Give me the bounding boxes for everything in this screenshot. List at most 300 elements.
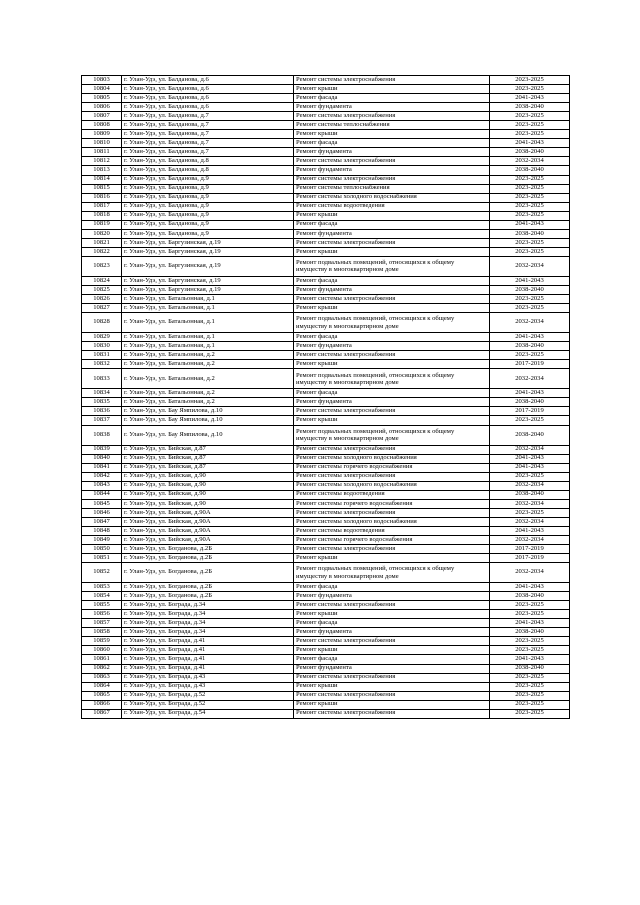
row-period-cell: 2038-2040 [490,148,570,157]
row-address-cell: г. Улан-Удэ, ул. Богданова, д.2Б [122,554,294,563]
row-work-cell: Ремонт системы электроснабжения [294,709,490,718]
row-period-cell: 2038-2040 [490,664,570,673]
row-period-cell: 2023-2025 [490,508,570,517]
row-address-cell: г. Улан-Удэ, ул. Балданова, д.7 [122,130,294,139]
table-row [82,211,570,220]
row-address-cell: г. Улан-Удэ, ул. Батальонная, д.2 [122,360,294,369]
row-work-cell: Ремонт крыши [294,682,490,691]
repair-schedule-table [81,75,570,719]
row-work-cell: Ремонт системы холодного водоснабжения [294,481,490,490]
table-row [82,655,570,664]
row-id-cell: 10844 [82,490,122,499]
table-row [82,121,570,130]
table-row [82,445,570,454]
row-id-cell: 10845 [82,499,122,508]
row-period-cell: 2023-2025 [490,700,570,709]
row-id-cell: 10808 [82,121,122,130]
table-row [82,709,570,718]
table-row [82,583,570,592]
table-row [82,202,570,211]
row-address-cell: г. Улан-Удэ, ул. Балданова, д.7 [122,112,294,121]
row-period-cell: 2023-2025 [490,295,570,304]
row-work-cell: Ремонт системы электроснабжения [294,295,490,304]
row-address-cell: г. Улан-Удэ, ул. Бограда, д.41 [122,646,294,655]
row-address-cell: г. Улан-Удэ, ул. Бограда, д.41 [122,664,294,673]
table-row [82,646,570,655]
table-row [82,342,570,351]
table-row [82,229,570,238]
row-address-cell: г. Улан-Удэ, ул. Бийская, д.90 [122,499,294,508]
table-row [82,592,570,601]
row-address-cell: г. Улан-Удэ, ул. Бограда, д.52 [122,700,294,709]
table-row [82,220,570,229]
row-period-cell: 2023-2025 [490,238,570,247]
row-address-cell: г. Улан-Удэ, ул. Бийская, д.87 [122,454,294,463]
row-id-cell: 10833 [82,369,122,389]
row-work-cell: Ремонт фасада [294,220,490,229]
row-id-cell: 10840 [82,454,122,463]
row-id-cell: 10823 [82,256,122,276]
row-period-cell: 2023-2025 [490,76,570,85]
row-id-cell: 10824 [82,276,122,285]
row-address-cell: г. Улан-Удэ, ул. Бийская, д.87 [122,463,294,472]
row-period-cell: 2041-2043 [490,220,570,229]
row-address-cell: г. Улан-Удэ, ул. Батальонная, д.2 [122,389,294,398]
row-period-cell: 2023-2025 [490,691,570,700]
row-period-cell: 2023-2025 [490,121,570,130]
row-period-cell: 2023-2025 [490,610,570,619]
table-row [82,508,570,517]
row-work-cell: Ремонт фасада [294,389,490,398]
row-id-cell: 10861 [82,655,122,664]
row-work-cell: Ремонт системы холодного водоснабжения [294,193,490,202]
row-address-cell: г. Улан-Удэ, ул. Балданова, д.9 [122,229,294,238]
table-row [82,490,570,499]
table-row [82,517,570,526]
row-period-cell: 2017-2019 [490,360,570,369]
row-id-cell: 10859 [82,637,122,646]
row-work-cell: Ремонт системы электроснабжения [294,472,490,481]
row-id-cell: 10811 [82,148,122,157]
row-work-cell: Ремонт системы электроснабжения [294,112,490,121]
row-id-cell: 10839 [82,445,122,454]
row-address-cell: г. Улан-Удэ, ул. Бограда, д.34 [122,619,294,628]
row-address-cell: г. Улан-Удэ, ул. Бау Ямпилова, д.10 [122,407,294,416]
row-work-cell: Ремонт системы электроснабжения [294,637,490,646]
row-period-cell: 2032-2034 [490,535,570,544]
row-address-cell: г. Улан-Удэ, ул. Батальонная, д.1 [122,295,294,304]
row-period-cell: 2032-2034 [490,563,570,583]
table-row [82,238,570,247]
row-address-cell: г. Улан-Удэ, ул. Баргузинская, д.19 [122,276,294,285]
table-row [82,276,570,285]
row-id-cell: 10809 [82,130,122,139]
row-id-cell: 10821 [82,238,122,247]
row-address-cell: г. Улан-Удэ, ул. Бийская, д.90А [122,508,294,517]
row-address-cell: г. Улан-Удэ, ул. Батальонная, д.2 [122,369,294,389]
row-id-cell: 10838 [82,425,122,445]
table-row [82,130,570,139]
row-work-cell: Ремонт системы электроснабжения [294,508,490,517]
table-row [82,554,570,563]
row-work-cell: Ремонт фундамента [294,398,490,407]
row-period-cell: 2038-2040 [490,342,570,351]
table-row [82,103,570,112]
table-row [82,175,570,184]
table-row [82,139,570,148]
row-work-cell: Ремонт подвальных помещений, относящихся к общему имуществу в многоквартирном доме [294,563,490,583]
table-row [82,691,570,700]
row-period-cell: 2023-2025 [490,247,570,256]
row-id-cell: 10842 [82,472,122,481]
row-work-cell: Ремонт подвальных помещений, относящихся к общему имуществу в многоквартирном доме [294,369,490,389]
table-row [82,285,570,294]
row-work-cell: Ремонт подвальных помещений, относящихся к общему имуществу в многоквартирном доме [294,313,490,333]
row-address-cell: г. Улан-Удэ, ул. Баргузинская, д.19 [122,238,294,247]
row-address-cell: г. Улан-Удэ, ул. Батальонная, д.1 [122,313,294,333]
row-id-cell: 10847 [82,517,122,526]
row-period-cell: 2023-2025 [490,601,570,610]
row-id-cell: 10852 [82,563,122,583]
table-row [82,94,570,103]
row-address-cell: г. Улан-Удэ, ул. Бограда, д.41 [122,655,294,664]
row-address-cell: г. Улан-Удэ, ул. Бограда, д.34 [122,628,294,637]
row-work-cell: Ремонт фундамента [294,148,490,157]
row-period-cell: 2032-2034 [490,157,570,166]
table-row [82,112,570,121]
row-work-cell: Ремонт системы водоотведения [294,490,490,499]
row-period-cell: 2041-2043 [490,583,570,592]
row-work-cell: Ремонт системы электроснабжения [294,691,490,700]
row-work-cell: Ремонт системы электроснабжения [294,407,490,416]
row-work-cell: Ремонт системы электроснабжения [294,175,490,184]
row-period-cell: 2023-2025 [490,709,570,718]
table-row [82,601,570,610]
row-period-cell: 2041-2043 [490,94,570,103]
table-row [82,85,570,94]
row-address-cell: г. Улан-Удэ, ул. Балданова, д.9 [122,220,294,229]
row-id-cell: 10836 [82,407,122,416]
row-work-cell: Ремонт системы горячего водоснабжения [294,499,490,508]
row-id-cell: 10810 [82,139,122,148]
row-id-cell: 10812 [82,157,122,166]
row-work-cell: Ремонт крыши [294,130,490,139]
row-work-cell: Ремонт фундамента [294,285,490,294]
row-work-cell: Ремонт системы электроснабжения [294,445,490,454]
table-row [82,416,570,425]
row-id-cell: 10834 [82,389,122,398]
row-work-cell: Ремонт крыши [294,554,490,563]
row-id-cell: 10807 [82,112,122,121]
table-row [82,247,570,256]
row-work-cell: Ремонт системы электроснабжения [294,157,490,166]
row-address-cell: г. Улан-Удэ, ул. Баргузинская, д.19 [122,256,294,276]
row-work-cell: Ремонт фасада [294,94,490,103]
row-work-cell: Ремонт системы горячего водоснабжения [294,463,490,472]
row-period-cell: 2038-2040 [490,285,570,294]
row-address-cell: г. Улан-Удэ, ул. Бийская, д.90 [122,490,294,499]
table-row [82,563,570,583]
row-work-cell: Ремонт системы холодного водоснабжения [294,454,490,463]
row-period-cell: 2041-2043 [490,454,570,463]
row-period-cell: 2023-2025 [490,416,570,425]
row-work-cell: Ремонт фундамента [294,628,490,637]
row-address-cell: г. Улан-Удэ, ул. Балданова, д.6 [122,85,294,94]
table-row [82,700,570,709]
table-row [82,619,570,628]
row-work-cell: Ремонт крыши [294,700,490,709]
row-period-cell: 2023-2025 [490,85,570,94]
table-row [82,664,570,673]
table-row [82,628,570,637]
table-row [82,425,570,445]
row-work-cell: Ремонт системы электроснабжения [294,673,490,682]
row-work-cell: Ремонт подвальных помещений, относящихся к общему имуществу в многоквартирном доме [294,425,490,445]
row-address-cell: г. Улан-Удэ, ул. Баргузинская, д.19 [122,247,294,256]
row-address-cell: г. Улан-Удэ, ул. Бийская, д.90А [122,526,294,535]
table-row [82,184,570,193]
row-work-cell: Ремонт системы электроснабжения [294,601,490,610]
row-address-cell: г. Улан-Удэ, ул. Бограда, д.41 [122,637,294,646]
row-period-cell: 2023-2025 [490,184,570,193]
row-id-cell: 10858 [82,628,122,637]
row-work-cell: Ремонт крыши [294,610,490,619]
row-id-cell: 10817 [82,202,122,211]
table-row [82,193,570,202]
table-row [82,389,570,398]
row-id-cell: 10819 [82,220,122,229]
row-work-cell: Ремонт крыши [294,211,490,220]
table-row [82,295,570,304]
row-id-cell: 10813 [82,166,122,175]
table-row [82,463,570,472]
row-period-cell: 2023-2025 [490,472,570,481]
row-address-cell: г. Улан-Удэ, ул. Богданова, д.2Б [122,592,294,601]
row-work-cell: Ремонт системы водоотведения [294,526,490,535]
row-id-cell: 10854 [82,592,122,601]
row-work-cell: Ремонт фасада [294,655,490,664]
row-period-cell: 2038-2040 [490,229,570,238]
row-period-cell: 2041-2043 [490,333,570,342]
row-address-cell: г. Улан-Удэ, ул. Богданова, д.2Б [122,583,294,592]
row-id-cell: 10822 [82,247,122,256]
row-id-cell: 10857 [82,619,122,628]
row-period-cell: 2032-2034 [490,369,570,389]
row-id-cell: 10804 [82,85,122,94]
table-row [82,481,570,490]
row-id-cell: 10865 [82,691,122,700]
row-period-cell: 2038-2040 [490,425,570,445]
row-address-cell: г. Улан-Удэ, ул. Богданова, д.2Б [122,563,294,583]
table-row [82,76,570,85]
table-row [82,313,570,333]
row-work-cell: Ремонт системы водоотведения [294,202,490,211]
row-work-cell: Ремонт системы горячего водоснабжения [294,535,490,544]
row-period-cell: 2023-2025 [490,637,570,646]
row-address-cell: г. Улан-Удэ, ул. Бограда, д.43 [122,673,294,682]
row-id-cell: 10805 [82,94,122,103]
table-row [82,454,570,463]
row-period-cell: 2023-2025 [490,682,570,691]
table-row [82,148,570,157]
row-id-cell: 10826 [82,295,122,304]
row-address-cell: г. Улан-Удэ, ул. Бау Ямпилова, д.10 [122,425,294,445]
row-address-cell: г. Улан-Удэ, ул. Бограда, д.34 [122,610,294,619]
row-period-cell: 2032-2034 [490,445,570,454]
table-row [82,369,570,389]
table-row [82,166,570,175]
row-address-cell: г. Улан-Удэ, ул. Балданова, д.7 [122,139,294,148]
row-period-cell: 2032-2034 [490,499,570,508]
row-period-cell: 2038-2040 [490,166,570,175]
row-id-cell: 10851 [82,554,122,563]
row-period-cell: 2023-2025 [490,112,570,121]
row-id-cell: 10853 [82,583,122,592]
table-row [82,610,570,619]
table-body [82,76,570,719]
row-address-cell: г. Улан-Удэ, ул. Балданова, д.9 [122,193,294,202]
row-period-cell: 2023-2025 [490,193,570,202]
row-work-cell: Ремонт фундамента [294,229,490,238]
table-row [82,545,570,554]
row-id-cell: 10862 [82,664,122,673]
row-address-cell: г. Улан-Удэ, ул. Балданова, д.9 [122,211,294,220]
row-address-cell: г. Улан-Удэ, ул. Балданова, д.6 [122,76,294,85]
row-address-cell: г. Улан-Удэ, ул. Балданова, д.6 [122,94,294,103]
row-address-cell: г. Улан-Удэ, ул. Балданова, д.8 [122,166,294,175]
row-address-cell: г. Улан-Удэ, ул. Баргузинская, д.19 [122,285,294,294]
row-id-cell: 10850 [82,545,122,554]
row-work-cell: Ремонт системы электроснабжения [294,351,490,360]
row-id-cell: 10846 [82,508,122,517]
row-period-cell: 2023-2025 [490,211,570,220]
row-work-cell: Ремонт системы теплоснабжения [294,184,490,193]
row-address-cell: г. Улан-Удэ, ул. Бийская, д.90А [122,517,294,526]
row-id-cell: 10867 [82,709,122,718]
row-period-cell: 2038-2040 [490,103,570,112]
row-work-cell: Ремонт фасада [294,139,490,148]
row-period-cell: 2038-2040 [490,592,570,601]
row-id-cell: 10855 [82,601,122,610]
row-id-cell: 10864 [82,682,122,691]
table-row [82,304,570,313]
row-address-cell: г. Улан-Удэ, ул. Бийская, д.90 [122,481,294,490]
table-row [82,360,570,369]
row-period-cell: 2023-2025 [490,646,570,655]
row-id-cell: 10803 [82,76,122,85]
row-id-cell: 10815 [82,184,122,193]
row-id-cell: 10806 [82,103,122,112]
row-period-cell: 2041-2043 [490,619,570,628]
table-row [82,333,570,342]
row-work-cell: Ремонт фундамента [294,166,490,175]
row-period-cell: 2041-2043 [490,276,570,285]
row-work-cell: Ремонт системы холодного водоснабжения [294,517,490,526]
row-work-cell: Ремонт фундамента [294,342,490,351]
table-row [82,535,570,544]
row-work-cell: Ремонт системы электроснабжения [294,76,490,85]
row-id-cell: 10816 [82,193,122,202]
row-work-cell: Ремонт фасада [294,333,490,342]
row-work-cell: Ремонт системы электроснабжения [294,238,490,247]
row-period-cell: 2017-2019 [490,407,570,416]
table-row [82,351,570,360]
row-id-cell: 10860 [82,646,122,655]
row-work-cell: Ремонт крыши [294,416,490,425]
row-id-cell: 10827 [82,304,122,313]
row-period-cell: 2023-2025 [490,175,570,184]
row-id-cell: 10829 [82,333,122,342]
row-period-cell: 2023-2025 [490,351,570,360]
row-work-cell: Ремонт фундамента [294,103,490,112]
row-id-cell: 10820 [82,229,122,238]
row-id-cell: 10863 [82,673,122,682]
row-work-cell: Ремонт крыши [294,85,490,94]
row-address-cell: г. Улан-Удэ, ул. Бау Ямпилова, д.10 [122,416,294,425]
row-address-cell: г. Улан-Удэ, ул. Бийская, д.87 [122,445,294,454]
table-row [82,407,570,416]
row-address-cell: г. Улан-Удэ, ул. Богданова, д.2Б [122,545,294,554]
row-work-cell: Ремонт системы теплоснабжения [294,121,490,130]
row-address-cell: г. Улан-Удэ, ул. Бограда, д.54 [122,709,294,718]
row-address-cell: г. Улан-Удэ, ул. Балданова, д.8 [122,157,294,166]
row-period-cell: 2041-2043 [490,655,570,664]
row-id-cell: 10832 [82,360,122,369]
row-id-cell: 10841 [82,463,122,472]
row-id-cell: 10830 [82,342,122,351]
row-work-cell: Ремонт фундамента [294,592,490,601]
row-id-cell: 10825 [82,285,122,294]
table-row [82,637,570,646]
row-id-cell: 10848 [82,526,122,535]
row-id-cell: 10831 [82,351,122,360]
row-id-cell: 10856 [82,610,122,619]
table-row [82,398,570,407]
row-id-cell: 10835 [82,398,122,407]
row-id-cell: 10866 [82,700,122,709]
row-address-cell: г. Улан-Удэ, ул. Батальонная, д.2 [122,351,294,360]
row-period-cell: 2017-2019 [490,545,570,554]
row-period-cell: 2017-2019 [490,554,570,563]
row-period-cell: 2032-2034 [490,256,570,276]
row-period-cell: 2041-2043 [490,389,570,398]
row-address-cell: г. Улан-Удэ, ул. Батальонная, д.1 [122,342,294,351]
row-period-cell: 2038-2040 [490,398,570,407]
row-period-cell: 2032-2034 [490,517,570,526]
row-period-cell: 2038-2040 [490,490,570,499]
table-row [82,499,570,508]
row-id-cell: 10843 [82,481,122,490]
table-row [82,682,570,691]
row-address-cell: г. Улан-Удэ, ул. Бийская, д.90А [122,535,294,544]
row-period-cell: 2041-2043 [490,463,570,472]
row-address-cell: г. Улан-Удэ, ул. Балданова, д.9 [122,175,294,184]
row-address-cell: г. Улан-Удэ, ул. Балданова, д.7 [122,148,294,157]
row-work-cell: Ремонт фундамента [294,664,490,673]
row-id-cell: 10818 [82,211,122,220]
row-period-cell: 2032-2034 [490,481,570,490]
row-address-cell: г. Улан-Удэ, ул. Бограда, д.34 [122,601,294,610]
row-address-cell: г. Улан-Удэ, ул. Батальонная, д.2 [122,398,294,407]
row-work-cell: Ремонт подвальных помещений, относящихся к общему имуществу в многоквартирном доме [294,256,490,276]
row-id-cell: 10828 [82,313,122,333]
row-period-cell: 2023-2025 [490,304,570,313]
table-row [82,256,570,276]
row-address-cell: г. Улан-Удэ, ул. Балданова, д.9 [122,184,294,193]
row-address-cell: г. Улан-Удэ, ул. Балданова, д.7 [122,121,294,130]
row-period-cell: 2038-2040 [490,628,570,637]
row-address-cell: г. Улан-Удэ, ул. Бийская, д.90 [122,472,294,481]
